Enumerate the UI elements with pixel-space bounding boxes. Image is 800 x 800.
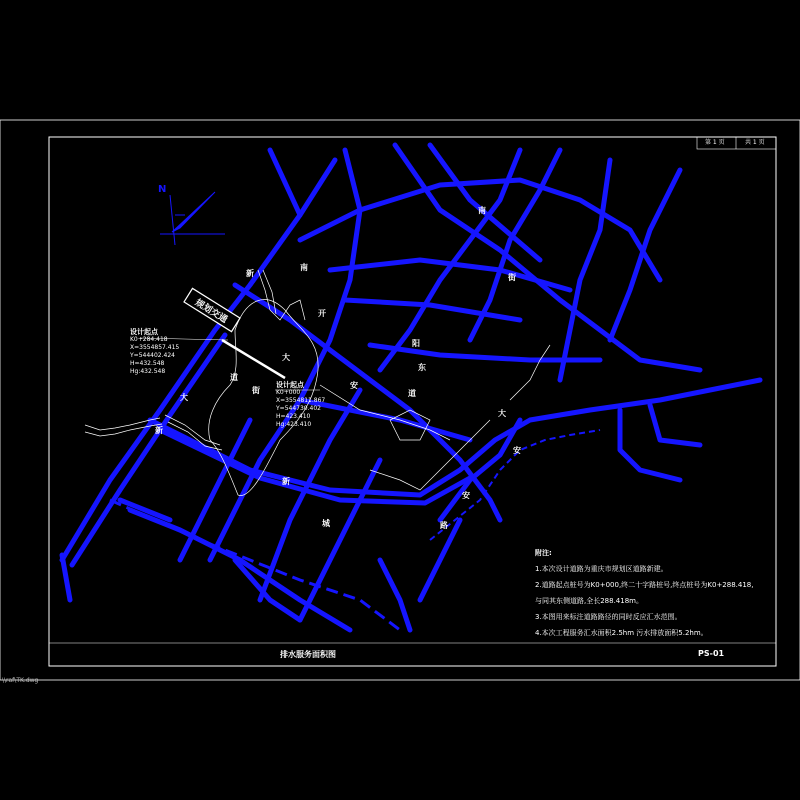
drawing-title: 排水服务面积图 (280, 650, 336, 659)
road-label: 安 (462, 491, 470, 500)
design-start-h2: Hg:432.548 (130, 368, 166, 375)
north-label: N (158, 184, 167, 195)
north-arrow-icon (158, 184, 225, 245)
road-label: 新 (246, 269, 254, 278)
road-label: 阳 (412, 339, 420, 348)
notes-item: 4.本次工程服务汇水面积2.5hm 污水排放面积5.2hm。 (535, 629, 708, 637)
design-start-block (130, 328, 179, 376)
design-start-title: 设计起点 (130, 328, 158, 336)
design-start-x: X=3554857.415 (130, 344, 180, 351)
sheet-number-label: 第 1 页 (705, 139, 725, 146)
road-label: 城 (322, 519, 330, 528)
road-label: 街 (252, 386, 260, 395)
road-label: 大 (498, 409, 506, 418)
road-label: 大 (282, 353, 290, 362)
road-label: 大 (180, 393, 188, 402)
road-label: 开 (318, 309, 326, 318)
road-label: 道 (230, 373, 238, 382)
road-label: 安 (513, 446, 521, 455)
road-label: 南 (478, 206, 486, 215)
road-label: 新 (282, 477, 290, 486)
design-start-h1: H=432.548 (130, 360, 165, 367)
design-end-x: X=3554811.867 (276, 397, 326, 404)
design-end-title: 设计起点 (276, 381, 304, 389)
road-label: 路 (440, 521, 448, 530)
notes-block (535, 545, 753, 641)
notes-item: 与同其东侧道路,全长288.418m。 (535, 597, 643, 605)
road-label: 安 (350, 381, 358, 390)
notes-item: 3.本图用来标注道路路径的同时反应汇水范围。 (535, 613, 682, 621)
design-end-h2: Hg:423.410 (276, 421, 312, 428)
road-label: 东 (418, 363, 426, 372)
sheet-total-label: 共 1 页 (745, 139, 765, 146)
notes-item: 1.本次设计道路为重庆市规划区道路新建。 (535, 565, 668, 573)
notes-heading: 附注: (535, 549, 552, 557)
design-end-block (276, 381, 325, 429)
file-path: \\raf\TK.dwg (2, 677, 39, 684)
callout-text: 规划交通 (193, 297, 229, 326)
road-label: 街 (508, 273, 516, 282)
design-start-y: Y=544402.424 (130, 352, 175, 359)
road-label: 南 (300, 263, 308, 272)
road-label: 道 (408, 389, 416, 398)
design-end-h1: H=423.410 (276, 413, 311, 420)
notes-item: 2.道路起点桩号为K0+000,终二十字路桩号,终点桩号为K0+288.418, (535, 581, 754, 589)
design-end-y: Y=544730.402 (276, 405, 321, 412)
road-label: 新 (155, 426, 163, 435)
design-end-k: K0+000 (276, 389, 301, 396)
design-start-k: K0+284.418 (130, 336, 168, 343)
dashed-boundary-south (110, 500, 400, 630)
sheet-number: PS-01 (698, 649, 725, 658)
